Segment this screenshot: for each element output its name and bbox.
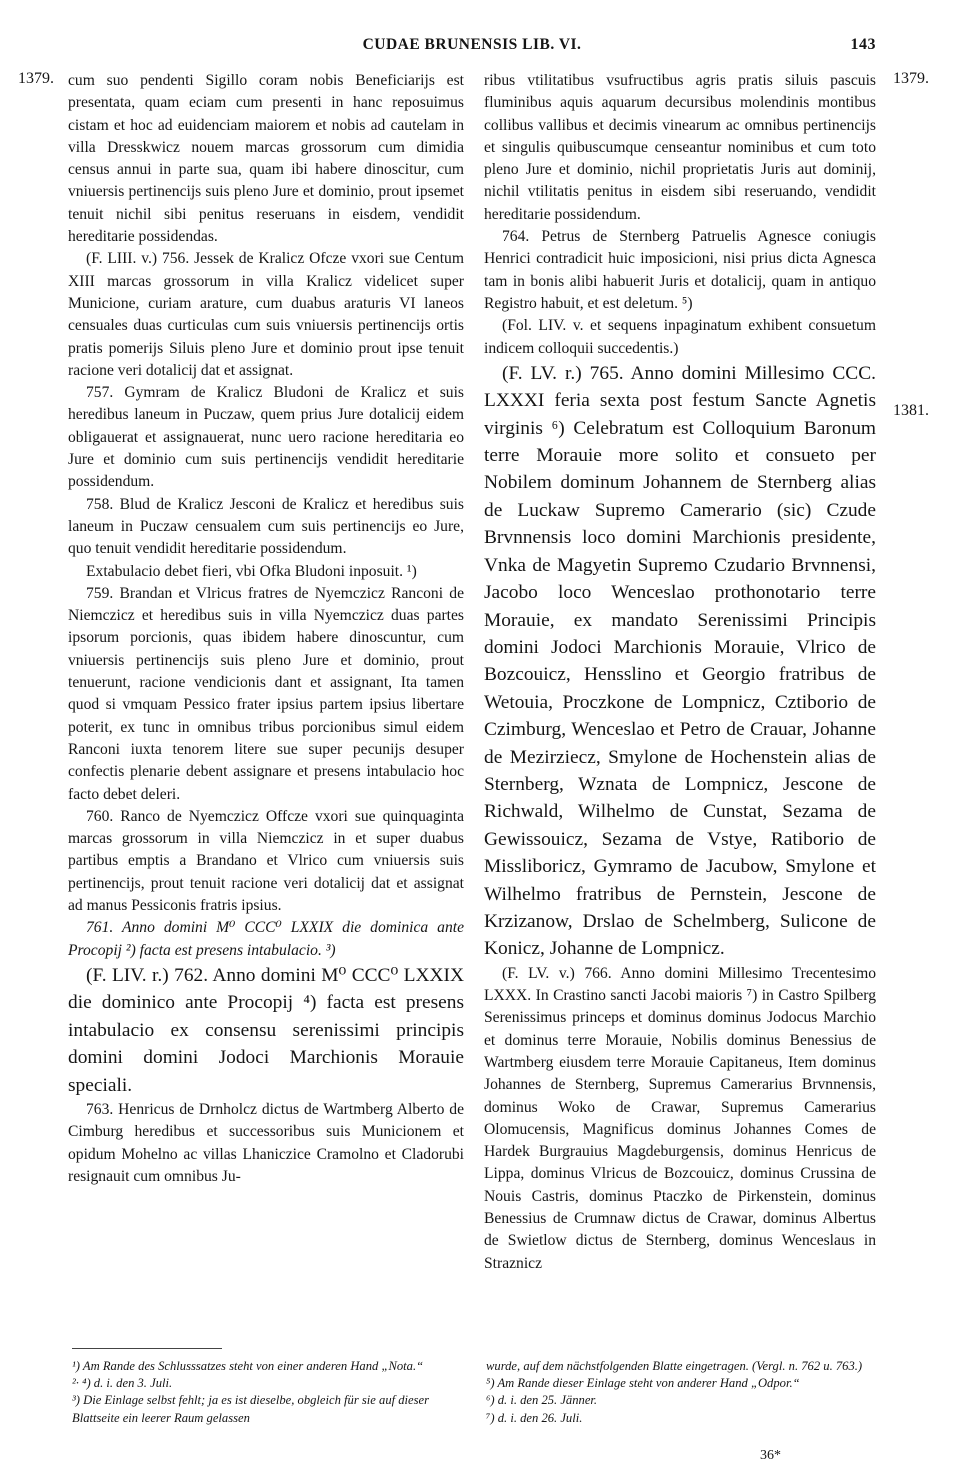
right-column	[484, 70, 876, 1275]
footnote-7: ⁷) d. i. den 26. Juli.	[486, 1410, 583, 1425]
footnote-2-4: ²· ⁴) d. i. den 3. Juli.	[72, 1376, 173, 1391]
entry-758: 758. Blud de Kralicz Jesconi de Kralicz et heredibus suis laneum in Puczaw censualem cum suis pertinencijs eo Jure, quo tenuit vendidit hereditarie possidendum.	[68, 495, 464, 558]
entry-763: 763. Henricus de Drnholcz dictus de Wartmberg Alberto de Cimburg heredibus et successoribus suis Municionem et opidum Mohelno ac villas Lhaniczice Cramolno et Cladorubi resignauit cum omnibus Ju-	[68, 1100, 464, 1185]
footnote-5: ⁵) Am Rande dieser Einlage steht von anderer Hand „Odpor.“	[486, 1376, 800, 1391]
margin-year-1379-right: 1379.	[893, 70, 929, 87]
footnotes-right	[486, 1358, 876, 1427]
footnotes-left	[72, 1358, 470, 1427]
signature-mark: 36*	[760, 1448, 781, 1463]
entry-759: 759. Brandan et Vlricus fratres de Nyemczicz Ranconi de Niemczicz et heredibus suis in villa Nyemczicz duas partes ipsorum porcionis, quas ibidem habere dinoscuntur, cum vniuersis pertinencijs suis pleno Jure et dominio, prout tenuerunt, racione vendicionis dant et assignant, Ita tamen quod si vmquam Pessico frater ipsius partem ipsius libertare poterit, ex tunc in omnibus tribus porcionibus simul eidem Ranconi iuxta tenorem litere sue super pecunijs desuper confectis plenarie debent assignare et presens intabulacio hoc facto debet deleri.	[68, 584, 464, 803]
margin-year-1381-right: 1381.	[893, 402, 929, 419]
page-number: 143	[850, 36, 876, 53]
entry-765: (F. LV. r.) 765. Anno domini Millesimo CCC. LXXXI feria sexta post festum Sancte Agnetis virginis ⁶) Celebratum est Colloquium Baronum terre Morauie more solito et consueto per Nobilem dominum Johannem de Sternberg alias de Luckaw Supremo Camerario (sic) Czude Brvnnensis loco domini Marchionis presidente, Vnka de Magyetin Supremo Czudario Brvnnensi, Jacobo loco Wenceslao prothonotario terre Morauie, ex mandato Serenissimi Principis domini Jodoci Marchionis Morauie, Vlrico de Bozcouicz, Hensslino et Georgio fratribus de Wetouia, Proczkone de Lompnicz, Cztiborio de Czimburg, Wenceslao et Petro de Crauar, Johanne de Mezirziecz, Smylone de Hochenstein alias de Sternberg, Wznata de Lompnicz, Jescone de Richwald, Wilhelmo de Cunstat, Sezama de Gewissouicz, Sezama de Vstye, Ratiborio de Missliboricz, Gymramo de Jacubow, Smylone et Wilhelmo fratribus de Pernstein, Jescone de Krzizanow, Drslao de Schelmberg, Sulicone de Konicz, Johanne de Lompnicz.	[484, 362, 876, 960]
footnote-3-continued: wurde, auf dem nächstfolgenden Blatte eingetragen. (Vergl. n. 762 u. 763.)	[486, 1359, 863, 1373]
entry-757: 757. Gymram de Kralicz Bludoni de Kralicz et suis heredibus laneum in Puczaw, quem prius Jure dotalicij eidem obligauerat et assignauerat, nunc uero racione hereditaria eo Jure et dominio cum suis pertinencijs vendidit hereditarie possidendum.	[68, 384, 464, 491]
footnote-6: ⁶) d. i. den 25. Jänner.	[486, 1393, 598, 1408]
footnote-1: ¹) Am Rande des Schlusssatzes steht von einer anderen Hand „Nota.“	[72, 1359, 424, 1373]
running-header	[68, 36, 876, 60]
entry-756: (F. LIII. v.) 756. Jessek de Kralicz Ofcze vxori sue Centum XIII marcas grossorum in villa Kralicz videlicet super Municione, curiam arature, cum duabus araturis VI laneos censuales duas curticulas cum suis vniuersis pertinencijs ortis pratis pomerijs Siluis pleno Jure et dominio prout ipse tenuit racione veri dotalicij dat et assignat.	[68, 250, 464, 379]
entry-758-note: Extabulacio debet fieri, vbi Ofka Bludoni inposuit. ¹)	[86, 562, 417, 580]
entry-764-note: (Fol. LIV. v. et sequens inpaginatum exhibent consuetum indicem colloquii succedentis.)	[484, 317, 876, 357]
entry-760: 760. Ranco de Nyemczicz Offcze vxori sue quinquaginta marcas grossorum in villa Niemczicz in et super duabus partibus emptis a Brandano et Vlrico cum vniuersis suis pertinencijs, prout tenuit racione veri dotalicij dat et assignat ad manus Pessiconis fratris ipsius.	[68, 807, 464, 914]
entry-761: 761. Anno domini M⁰ CCC⁰ LXXIX die dominica ante Procopij ²) facta est presens intabulacio. ³)	[68, 919, 464, 959]
entry-766: (F. LV. v.) 766. Anno domini Millesimo Trecentesimo LXXX. In Crastino sancti Jacobi maioris ⁷) in Castro Spilberg Serenissimus princeps et dominus dominus Jodocus Marchio et dominus terre Morauie, Nobilis dominus Benessius de Wartmberg eiusdem terre Morauie Capitaneus, Item dominus Johannes de Sternberg, Supremus Camerarius Brvnnensis, dominus Woko de Crawar, Supremus Camerarius Olomucensis, Magnificus dominus Johannes Comes de Hardek Burgrauius Magdeburgensis, dominus Henricus de Lippa, dominus Vlricus de Bozcouicz, dominus Crussina de Nouis Castris, dominus Ptaczko de Pirkenstein, dominus Benessius de Crumnaw dictus de Crawar, dominus Albertus de Swietlow dictus de Sternberg, dominus Wenceslaus in Straznicz	[484, 964, 876, 1272]
paragraph-continuation-right: ribus vtilitatibus vsufructibus agris pratis siluis pascuis fluminibus aquis aquarum decursibus molendinis montibus collibus vallibus et decimis vinearum ac omnibus pertinencijs et singulis quibuscumque censeantur nominibus et cum toto pleno Jure et dominio, nichil proprietatis Juris aut dominij, nichil vtilitatis penitus in eisdem sibi reseruando, vendidit hereditarie possidendum.	[484, 72, 876, 223]
paragraph-continuation: cum suo pendenti Sigillo coram nobis Beneficiarijs est presentata, quam eciam cum presenti in hanc reposuimus cistam et hoc ad euidenciam maiorem et nobis ad cautelam in villa Dresskwicz nouem marcas grossorum cum dimidia census annui in parte sua, quam ibi habere dinoscitur, cum vniuersis pertinencijs suis pleno Jure et dominio, prout ipsemet tenuit nichil sibi penitus reseruans in eisdem, vendidit hereditarie possidendas.	[68, 72, 464, 246]
footnote-rule-left	[72, 1348, 222, 1349]
footnote-3: ³) Die Einlage selbst fehlt; ja es ist dieselbe, obgleich für sie auf dieser Blattseite ein leerer Raum gelassen	[72, 1393, 430, 1425]
left-column	[68, 70, 464, 1188]
header-title: CUDAE BRUNENSIS LIB. VI.	[362, 36, 582, 53]
entry-764: 764. Petrus de Sternberg Patruelis Agnesce coniugis Henrici contradicit huic imposicioni, nisi prius dicta Agnesca tam in bonis alibi habuerit Juris et dotalicij, quam in antiquo Registro habuit, et est deletum. ⁵)	[484, 228, 876, 312]
entry-762: (F. LIV. r.) 762. Anno domini M⁰ CCC⁰ LXXIX die dominico ante Procopij ⁴) facta est presens intabulacio ex consensu serenissimi principis domini domini Jodoci Marchionis Morauie speciali.	[68, 964, 464, 1096]
margin-year-1379-left: 1379.	[18, 70, 54, 87]
